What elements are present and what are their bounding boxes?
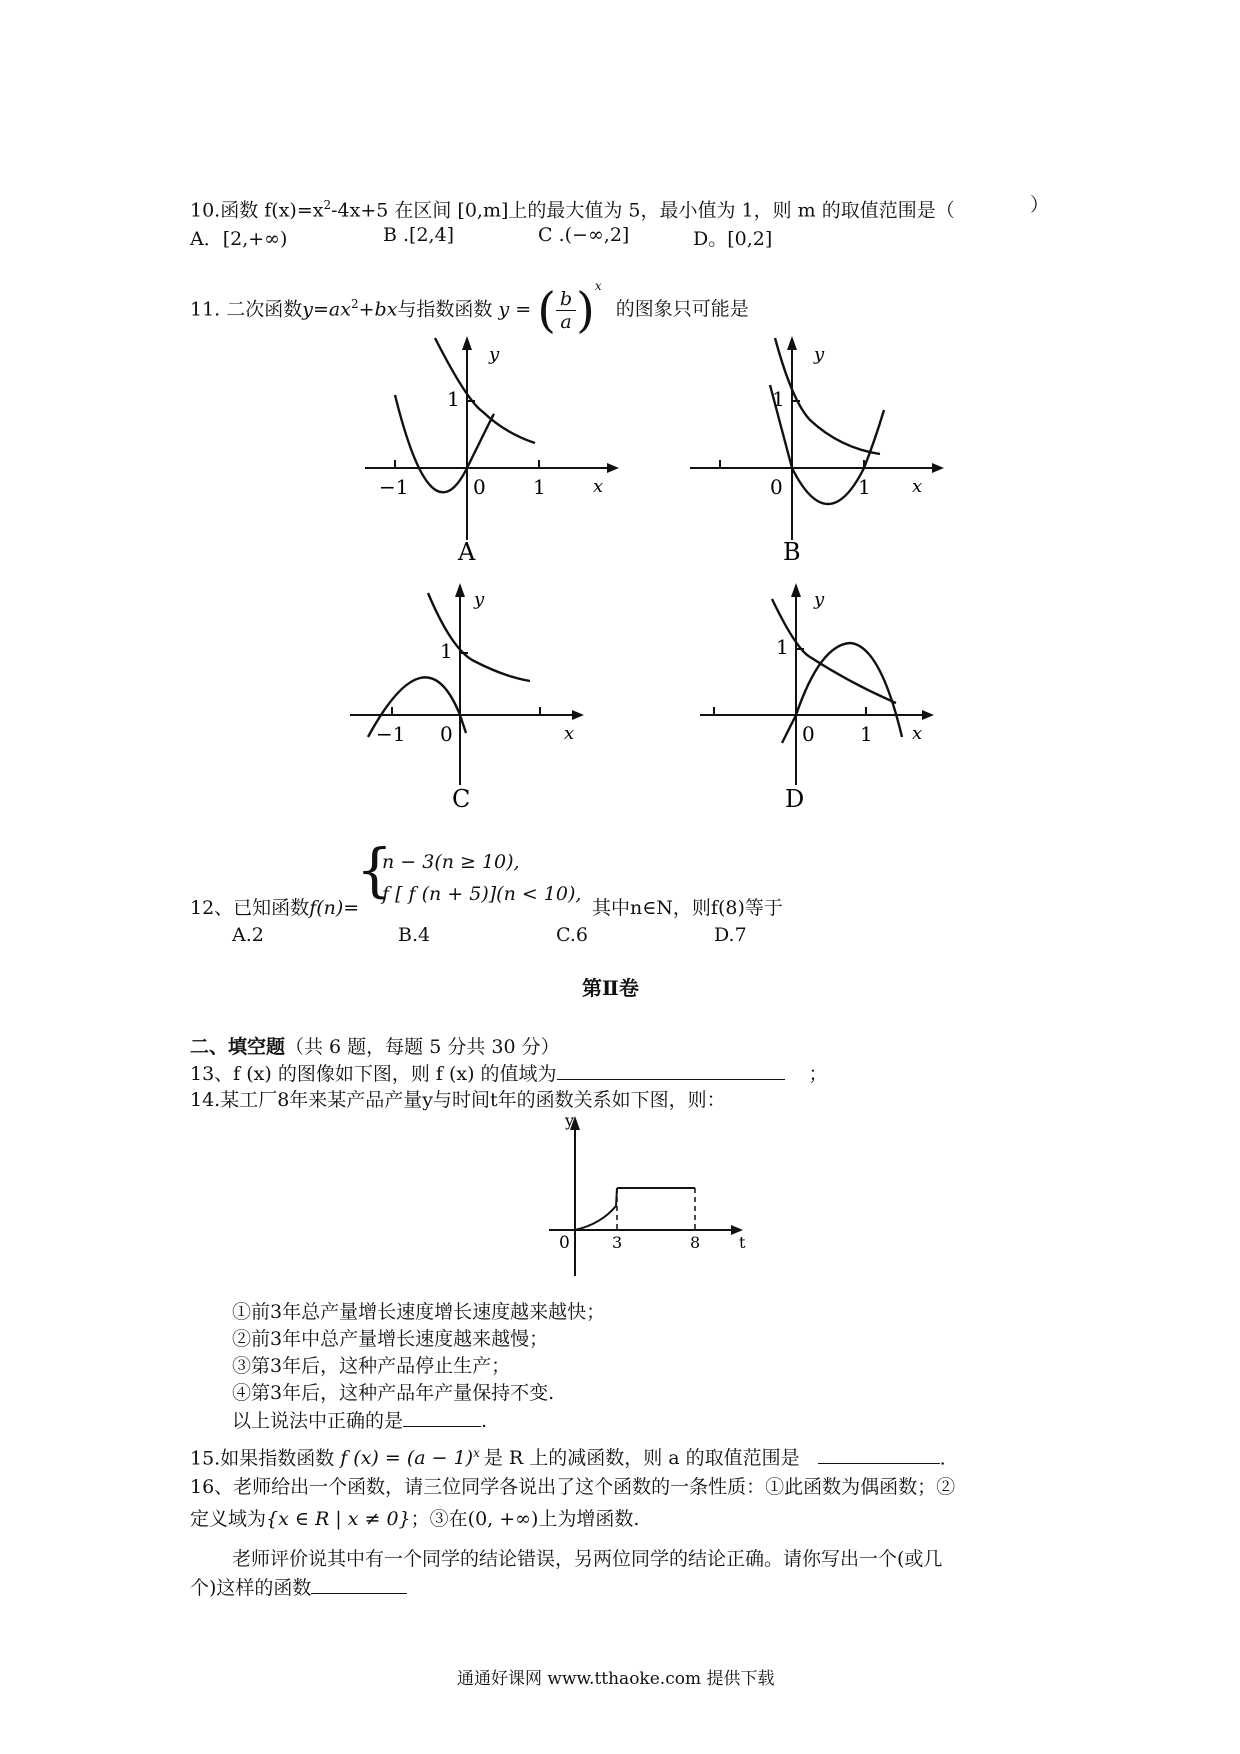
q11-graph-c: [340, 575, 610, 815]
graph-b-tick-one: 1: [772, 387, 785, 411]
q16-line3: 老师评价说其中有一个同学的结论错误，另两位同学的结论正确。请你写出一个(或几: [232, 1548, 943, 1570]
q10-stem: [190, 193, 955, 222]
q11-quad-sup: 2: [350, 297, 359, 311]
graph-d-tick-one: 1: [776, 635, 789, 659]
q12-prefix: [190, 896, 359, 920]
section2-heading: [190, 1035, 560, 1059]
graph-b-y-arrow: [787, 336, 797, 350]
q14-ask-text: 以上说法中正确的是: [232, 1410, 404, 1432]
graph-c-y-label: y: [474, 589, 485, 610]
graph-d-exponential: [772, 599, 896, 703]
q16-line2-c: 上为增函数.: [538, 1508, 640, 1530]
q14-growth-curve: [575, 1188, 617, 1230]
graph-b-exponential: [775, 338, 880, 454]
q16-line2-int: (0, +∞): [467, 1508, 539, 1530]
q11-quad-y: y: [302, 298, 313, 321]
q16-line2-b: ；③在: [410, 1508, 468, 1530]
graph-b-label: B: [783, 538, 801, 566]
q15-stem: [190, 1441, 946, 1470]
q10-option-b: B .[2,4]: [383, 224, 455, 246]
q12-option-c: C.6: [556, 924, 588, 946]
graph-d-tick-pos: 1: [860, 722, 873, 746]
q12-prefix-text: 12、已知函数: [190, 897, 310, 919]
q13-end: ；: [808, 1063, 828, 1085]
q14-statement-3: ③第3年后，这种产品停止生产；: [232, 1355, 511, 1377]
graph-c-x-label: x: [564, 723, 575, 744]
q16-line2-a: 定义域为: [190, 1508, 267, 1530]
graph-a-y-label: y: [489, 344, 500, 365]
q11-quad-a: ax: [328, 298, 351, 321]
q12-brace: {: [356, 836, 393, 904]
section2-title: 二、填空题: [190, 1036, 286, 1058]
q12-suffix: 其中n∈N，则f(8)等于: [592, 897, 783, 919]
q15-exp: x: [473, 1446, 480, 1460]
graph-d-x-arrow: [922, 710, 934, 720]
q11-quad-eq: =: [313, 298, 329, 321]
q13-stem: [190, 1061, 828, 1086]
graph-c-origin: 0: [440, 722, 453, 746]
q10-option-a: A．[2,+∞): [190, 228, 288, 250]
q16-line2-set: {x ∈ R | x ≠ 0}: [266, 1508, 411, 1530]
q10-close: ）: [1030, 194, 1050, 216]
q14-ask: [232, 1408, 487, 1433]
q14-y-label: y: [565, 1111, 575, 1130]
graph-a-tick-neg: −1: [379, 475, 409, 499]
q14-statement-4: ④第3年后，这种产品年产量保持不变.: [232, 1382, 555, 1404]
q14-statement-1: ①前3年总产量增长速度增长速度越来越快；: [232, 1301, 606, 1323]
graph-a-y-arrow: [462, 336, 472, 350]
q16-line1: 16、老师给出一个函数，请三位同学各说出了这个函数的一条性质：①此函数为偶函数；②: [190, 1476, 956, 1498]
q12-option-d: D.7: [714, 924, 747, 946]
q12-case1: n − 3(n ≥ 10),: [382, 851, 520, 873]
graph-d-y-arrow: [791, 583, 801, 597]
graph-b-y-label: y: [814, 344, 825, 365]
q11-graph-d: [690, 575, 960, 815]
footer-text: 通通好课网 www.tthaoke.com 提供下载: [457, 1669, 775, 1689]
q15-suffix: 是 R 上的减函数，则 a 的取值范围是: [483, 1447, 800, 1470]
graph-d-parabola: [782, 643, 902, 743]
q14-statement-2: ②前3年中总产量增长速度越来越慢；: [232, 1328, 549, 1350]
graph-c-tick-neg: −1: [376, 722, 406, 746]
q11-prefix: 11. 二次函数: [190, 298, 303, 321]
graph-d-y-label: y: [814, 589, 825, 610]
q15-end: .: [939, 1447, 946, 1470]
q14-text: 14.某工厂8年来某产品产量y与时间t年的函数关系如下图，则：: [190, 1089, 726, 1111]
q14-answer-blank[interactable]: [403, 1408, 481, 1427]
q11-exp: x: [594, 279, 602, 293]
q11-frac-num: b: [556, 288, 576, 311]
q14-ask-end: .: [481, 1410, 488, 1432]
graph-b-origin: 0: [770, 475, 783, 499]
graph-d-x-label: x: [912, 723, 923, 744]
graph-d-origin: 0: [802, 722, 815, 746]
graph-b-x-arrow: [932, 463, 944, 473]
q10-option-c: C .(−∞,2]: [538, 224, 630, 246]
section2-note: （共 6 题，每题 5 分共 30 分）: [285, 1036, 560, 1058]
q10-rest: -4x+5 在区间 [0,m]上的最大值为 5，最小值为 1，则 m 的取值范围是（: [331, 199, 955, 222]
graph-a-x-label: x: [593, 476, 604, 497]
q14-tick-8: 8: [690, 1233, 701, 1252]
q15-answer-blank[interactable]: [818, 1445, 940, 1464]
q11-mid: 与指数函数: [397, 298, 493, 321]
graph-c-tick-one: 1: [440, 639, 453, 663]
q12-case2: f [ f (n + 5)](n < 10),: [382, 883, 582, 905]
part2-title: 第Ⅱ卷: [582, 976, 639, 1000]
q15-formula: f (x) = (a − 1): [340, 1447, 474, 1470]
q16-answer-blank[interactable]: [311, 1575, 407, 1594]
q11-frac-den: a: [560, 310, 572, 333]
graph-c-y-arrow: [455, 583, 465, 597]
q11-stem: 11. 二次函数$y=ax^2+bx$与指数函数 y = ( $\frac{b}{a}$ )$^x$ 的图象只可能是: [190, 279, 749, 339]
q11-graph-b: [680, 330, 950, 570]
q12-option-a: A.2: [232, 924, 264, 946]
graph-c-x-arrow: [572, 710, 584, 720]
q14-x-label: t: [739, 1233, 746, 1252]
q14-origin: 0: [559, 1233, 570, 1253]
graph-c-label: C: [452, 785, 471, 813]
q12-option-b: B.4: [398, 924, 431, 946]
q15-prefix: 15.如果指数函数: [190, 1447, 335, 1470]
graph-a-label: A: [458, 538, 476, 566]
graph-a-origin: 0: [473, 475, 486, 499]
q11-quad-b: +bx: [358, 298, 398, 321]
q11-exp-y: y =: [498, 298, 532, 321]
q10-option-d: D。[0,2]: [693, 228, 773, 250]
graph-b-tick-pos: 1: [858, 475, 871, 499]
graph-a-tick-one: 1: [447, 387, 460, 411]
q14-chart: [535, 1108, 755, 1290]
q11-graph-a: [355, 330, 625, 570]
q16-line4-text: 个)这样的函数: [190, 1577, 312, 1599]
graph-b-x-label: x: [912, 476, 923, 497]
q14-tick-3: 3: [612, 1233, 623, 1252]
q16-line4: [190, 1575, 407, 1600]
graph-d-label: D: [785, 785, 805, 813]
q16-line2: [190, 1507, 639, 1531]
q11-fraction: [556, 288, 576, 333]
q10-sup: 2: [323, 198, 332, 212]
graph-a-x-arrow: [607, 463, 619, 473]
q13-answer-blank[interactable]: [557, 1061, 785, 1080]
q12-fn: f(n)=: [309, 897, 360, 919]
q11-suffix: 的图象只可能是: [615, 298, 749, 321]
q10-prefix: 10.函数 f(x)=x: [190, 199, 324, 222]
graph-a-tick-pos: 1: [533, 475, 546, 499]
q13-text: 13、f (x) 的图像如下图，则 f (x) 的值域为: [190, 1063, 557, 1085]
